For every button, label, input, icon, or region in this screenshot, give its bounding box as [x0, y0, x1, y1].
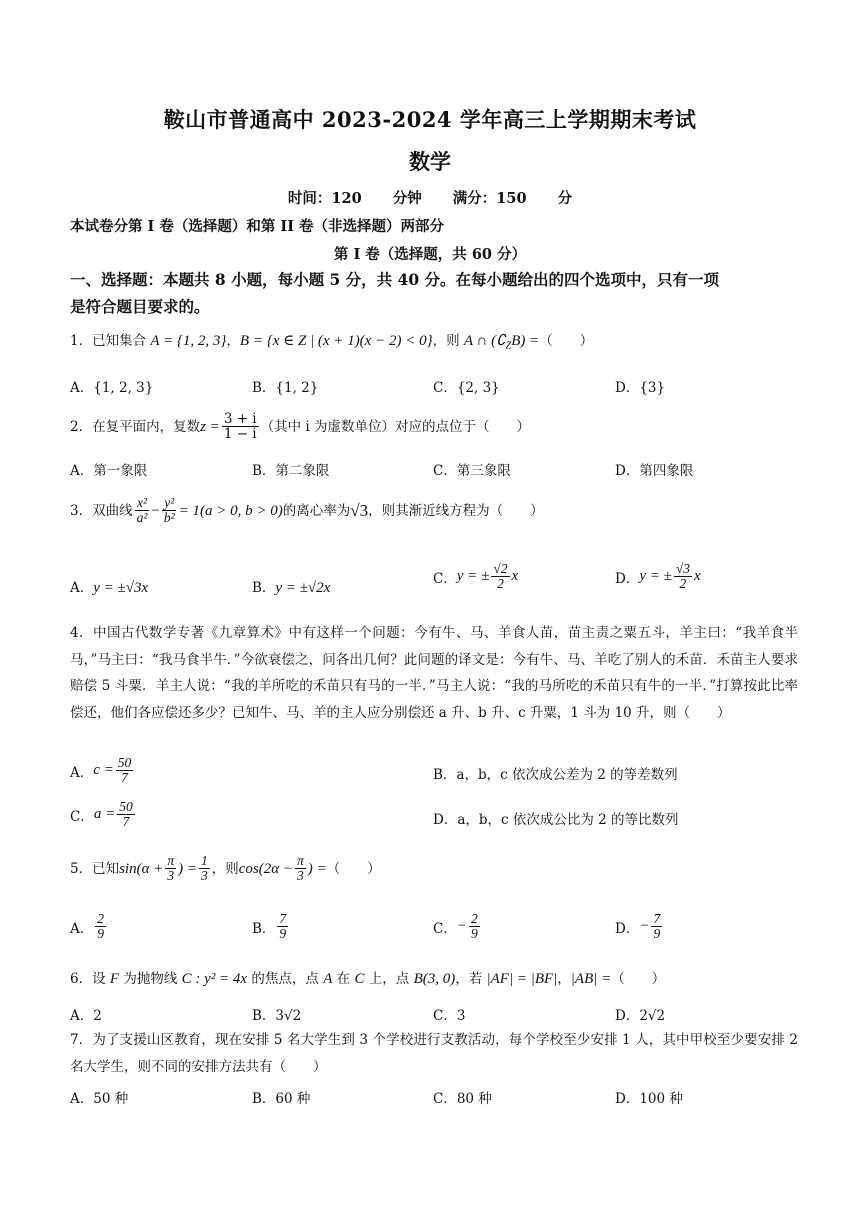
q5-a-num: 2	[97, 911, 104, 926]
q3-a-label: A．	[70, 580, 94, 596]
q5-one: 1	[200, 853, 208, 868]
q4-c-var: a =	[93, 806, 116, 823]
q3-d-label: D．	[615, 570, 640, 587]
question-6	[70, 966, 798, 992]
q4-a-num: 50	[117, 755, 132, 770]
q7-option-d: D．100 种	[615, 1091, 683, 1107]
q5-eq2: ) =	[307, 860, 327, 877]
q6-t3: 的焦点，点	[247, 971, 324, 987]
q5-prefix: 5．已知	[70, 860, 120, 877]
q5-b-label: B．	[252, 920, 276, 937]
q3-d-frac	[674, 562, 692, 591]
q6-a: A	[323, 971, 333, 987]
q3-cond: = 1(a > 0, b > 0)	[178, 502, 283, 519]
q1-set-b: B = {x ∈ Z | (x + 1)(x − 2) < 0}	[239, 333, 433, 349]
q3-ecc: √3	[350, 500, 369, 520]
subject-title: 数学	[409, 149, 451, 174]
exam-meta	[0, 187, 860, 208]
q1-sub: Z	[505, 340, 512, 352]
q3-a-expr: y = ±√3x	[93, 580, 149, 596]
q1-prefix: 1．已知集合	[70, 333, 151, 349]
q1-expr2: B) =	[511, 333, 540, 349]
question-5	[70, 854, 798, 883]
question-3	[70, 496, 798, 525]
q4-option-d: D．a，b，c 依次成公比为 2 的等比数列	[433, 812, 679, 828]
q5-c-num: 2	[470, 911, 478, 926]
section-heading	[70, 266, 800, 320]
q3-c-frac	[491, 562, 509, 591]
section-heading-line1: 一、选择题：本题共 8 小题，每小题 5 分，共 40 分。在每小题给出的四个选项中，只有一项	[70, 270, 720, 289]
q5-d-label: D．	[615, 920, 640, 937]
q1-option-b: B．{1, 2}	[252, 380, 319, 396]
q5-d-sign: −	[639, 918, 650, 935]
q4-option-a	[70, 756, 135, 785]
question-4: 4．中国古代数学专著《九章算术》中有这样一个问题：今有牛、马、羊食人苗，苗主责之粟五斗，羊主曰：“我羊食半马，”马主曰：“我马食半牛．”今欲衰偿之，问各出几何？此问题的译文是：今有牛、马、羊吃了别人的禾苗．禾苗主人要求赔偿 5 斗粟．羊主人说：“我的羊所吃的禾苗只有马的一半．”马主人说：“我的马所吃的禾苗只有牛的一半．”打算按此比率偿还，他们各应偿还多少？已知牛、马、羊的主人应分别偿还 a 升、b 升、c 升粟，1 斗为 10 升，则（ ）	[70, 625, 798, 721]
q2-tail: （其中 i 为虚数单位）对应的点位于（ ）	[260, 418, 531, 435]
q2-option-c: C．第三象限	[433, 463, 511, 479]
q3-c-post: x	[511, 568, 519, 585]
q6-c: C	[354, 971, 365, 987]
q7-option-a: A．50 种	[70, 1091, 129, 1107]
q5-d-den: 9	[653, 926, 661, 942]
q1-mid: ，则	[432, 333, 464, 349]
q3-b-label: B．	[252, 580, 276, 596]
q5-c-sign: −	[456, 918, 467, 935]
q2-num: 3 + i	[223, 411, 257, 427]
q3-d-den: 2	[679, 576, 687, 592]
q6-t4: 在	[332, 971, 355, 987]
part-title: 第 I 卷（选择题，共 60 分）	[333, 246, 527, 263]
q3-c-den: 2	[497, 576, 504, 592]
q5-option-b	[252, 912, 290, 941]
q1-option-c: C．{2, 3}	[433, 380, 500, 396]
q1-option-a: A．{1, 2, 3}	[70, 380, 154, 396]
exam-score: 满分：150 分	[452, 190, 573, 207]
q5-mid: ，则	[211, 860, 239, 877]
q1-set-a: A = {1, 2, 3}	[150, 333, 227, 349]
q3-prefix: 3．双曲线	[70, 502, 133, 519]
q5-frac-pi2	[295, 854, 306, 883]
q3-f2den: b²	[163, 510, 175, 526]
q4-a-var: c =	[93, 762, 114, 779]
q2-prefix: 2．在复平面内，复数	[70, 418, 201, 435]
q5-b-frac	[277, 912, 288, 941]
q3-d-num: √3	[675, 561, 691, 576]
q5-b-num: 7	[279, 911, 287, 926]
section-heading-line2: 是符合题目要求的。	[70, 297, 210, 316]
q6-ask: |AB| =	[570, 971, 612, 987]
q3-frac-x	[135, 496, 150, 525]
q5-a-den: 9	[97, 926, 104, 942]
q5-sin: sin(α +	[119, 860, 164, 877]
q3-c-num: √2	[493, 561, 508, 576]
q4-c-label: C．	[70, 808, 94, 825]
q6-option-d: D．2√2	[615, 1008, 666, 1024]
q5-pi2: π	[296, 853, 304, 868]
q5-three2: 3	[200, 868, 208, 884]
q6-option-a: A．2	[70, 1008, 102, 1024]
question-2	[70, 412, 798, 441]
q7-option-b: B．60 种	[252, 1091, 311, 1107]
q5-option-a	[70, 912, 108, 941]
q6-t6: ，若	[455, 971, 487, 987]
q4-a-den: 7	[121, 770, 128, 786]
q6-t2: 为抛物线	[119, 971, 182, 987]
q3-f1den: a²	[136, 510, 148, 526]
q6-b: B(3, 0)	[413, 971, 456, 987]
q6-tail: （ ）	[611, 971, 666, 987]
q3-d-post: x	[694, 568, 701, 585]
q5-b-den: 9	[279, 926, 287, 942]
q3-f1num: x²	[136, 495, 148, 510]
q3-d-pre: y = ±	[639, 568, 672, 585]
q5-tail: （ ）	[326, 860, 381, 877]
q4-a-frac	[116, 756, 134, 785]
q5-c-den: 9	[470, 926, 478, 942]
q2-fraction	[222, 412, 259, 441]
q1-expr: A ∩ (∁	[463, 333, 506, 349]
q3-c-pre: y = ±	[456, 568, 490, 585]
exam-intro: 本试卷分第 I 卷（选择题）和第 II 卷（非选择题）两部分	[70, 218, 445, 235]
question-7: 7．为了支援山区教育，现在安排 5 名大学生到 3 个学校进行支教活动，每个学校至少安排 1 人，其中甲校至少要安排 2 名大学生，则不同的安排方法共有（ ）	[70, 1032, 798, 1075]
q3-option-b	[252, 576, 330, 597]
q3-option-a	[70, 576, 148, 597]
q6-option-b: B．3√2	[252, 1008, 302, 1024]
q5-c-label: C．	[433, 920, 457, 937]
q6-f: F	[109, 971, 120, 987]
q5-option-d	[615, 912, 664, 941]
q4-c-frac	[117, 800, 135, 829]
q3-tail: ，则其渐近线方程为（ ）	[368, 502, 544, 519]
q5-c-frac	[469, 912, 480, 941]
q4-option-c	[70, 800, 137, 829]
q3-option-d	[615, 562, 701, 591]
q5-cos: cos(2α −	[238, 860, 293, 877]
q3-minus: −	[151, 502, 160, 519]
q2-den: 1 − i	[223, 426, 257, 443]
q1-option-d: D．{3}	[615, 380, 666, 396]
q5-a-frac	[95, 912, 106, 941]
q5-three: 3	[167, 868, 175, 884]
q2-z: z =	[200, 418, 220, 435]
q5-frac-pi	[165, 854, 176, 883]
q5-pi: π	[167, 853, 175, 868]
q4-c-den: 7	[122, 814, 130, 830]
q5-a-label: A．	[70, 920, 94, 937]
q3-frac-y	[162, 496, 177, 525]
q6-option-c: C．3	[433, 1008, 466, 1024]
q1-tail: （ ）	[539, 333, 594, 349]
q5-d-frac	[651, 912, 662, 941]
q5-three3: 3	[296, 868, 304, 884]
q3-f2num: y²	[164, 495, 175, 510]
q4-option-b: B．a，b，c 依次成公差为 2 的等差数列	[433, 767, 678, 783]
q3-b-expr: y = ±√2x	[275, 580, 331, 596]
question-1	[70, 328, 798, 360]
q5-option-c	[433, 912, 482, 941]
q4-c-num: 50	[119, 799, 133, 814]
q4-a-label: A．	[70, 764, 94, 781]
exam-title: 鞍山市普通高中 2023-2024 学年高三上学期期末考试	[163, 107, 697, 132]
q6-cond: |AF| = |BF|	[486, 971, 558, 987]
q5-d-num: 7	[653, 911, 661, 926]
q5-eq: ) =	[178, 860, 197, 877]
q2-option-a: A．第一象限	[70, 463, 148, 479]
q5-frac-third	[199, 854, 210, 883]
q6-t5: 上，点	[364, 971, 414, 987]
q2-option-d: D．第四象限	[615, 463, 694, 479]
q7-option-c: C．80 种	[433, 1091, 492, 1107]
q6-t7: ，	[557, 971, 571, 987]
q2-option-b: B．第二象限	[252, 463, 330, 479]
exam-time: 时间：120 分钟	[287, 190, 422, 207]
q3-mid: 的离心率为	[282, 502, 351, 519]
q3-option-c	[433, 562, 518, 591]
q1-sep: ，	[226, 333, 240, 349]
q3-c-label: C．	[433, 570, 457, 587]
q6-curve: C : y² = 4x	[181, 971, 248, 987]
q6-t1: 6．设	[70, 971, 110, 987]
